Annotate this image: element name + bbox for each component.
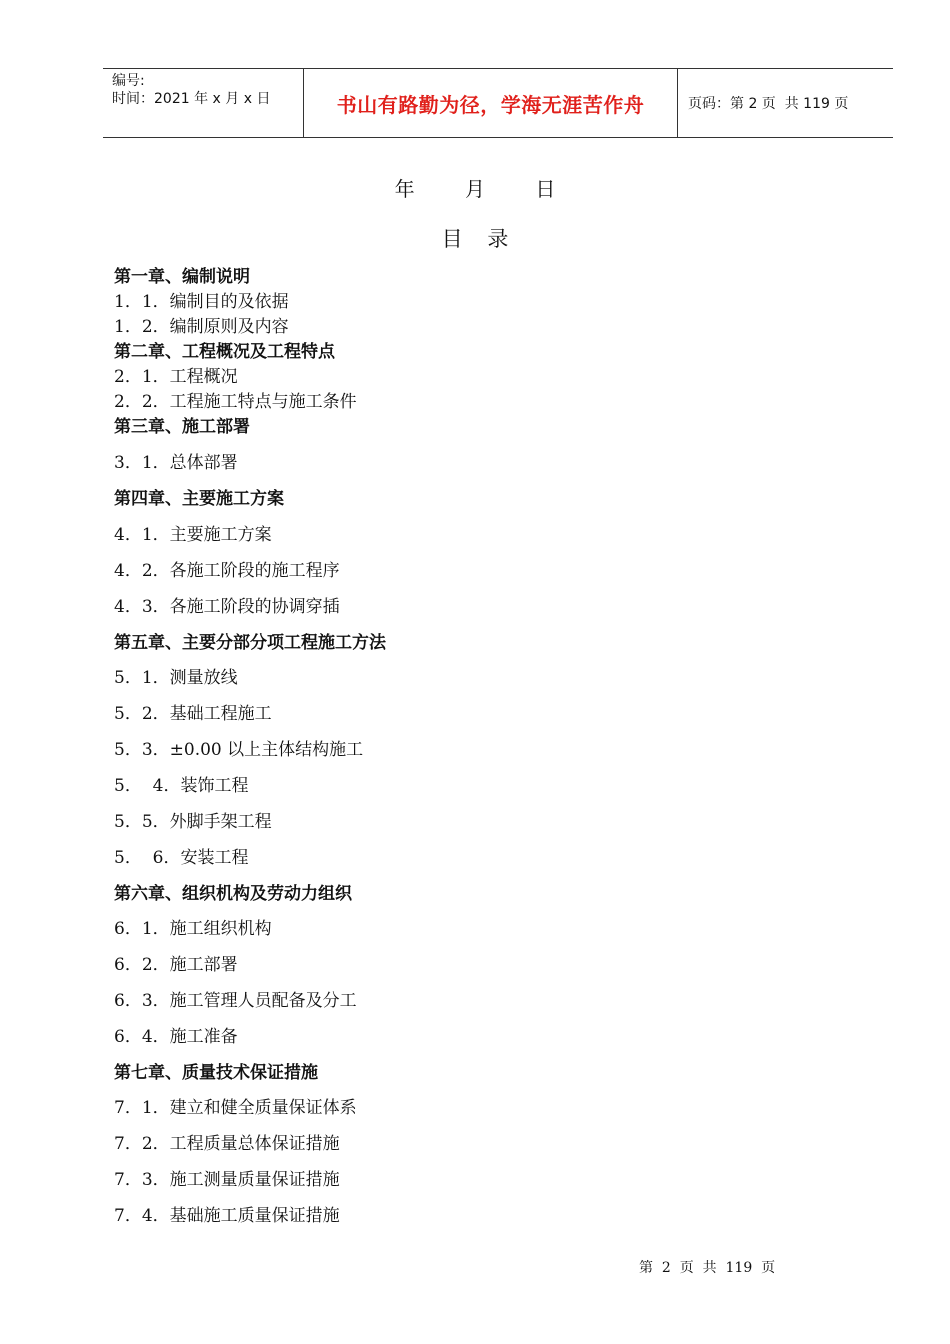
toc-chapter: 第五章、主要分部分项工程施工方法 <box>114 633 386 653</box>
toc-section: 2．1．工程概况 <box>114 367 238 387</box>
toc-section: 7．1．建立和健全质量保证体系 <box>114 1098 357 1118</box>
toc-section: 5．2．基础工程施工 <box>114 704 272 724</box>
toc-section: 7．3．施工测量质量保证措施 <box>114 1170 340 1190</box>
toc-section: 4．1．主要施工方案 <box>114 525 272 545</box>
toc-section: 6．3．施工管理人员配备及分工 <box>114 991 357 1011</box>
toc-section: 5． 6．安装工程 <box>114 848 249 868</box>
time-label: 时间：2021 年 x 月 x 日 <box>112 91 271 107</box>
toc-section: 4．2．各施工阶段的施工程序 <box>114 561 340 581</box>
toc-section: 7．2．工程质量总体保证措施 <box>114 1134 340 1154</box>
motto-text: 书山有路勤为径，学海无涯苦作舟 <box>336 92 645 117</box>
page-header <box>103 68 893 138</box>
header-motto-cell <box>304 69 678 137</box>
date-day: 日 <box>535 177 556 201</box>
page-footer: 第 2 页 共 119 页 <box>639 1260 776 1276</box>
date-year: 年 <box>394 177 415 201</box>
toc-section: 4．3．各施工阶段的协调穿插 <box>114 597 340 617</box>
toc-chapter: 第六章、组织机构及劳动力组织 <box>114 884 352 904</box>
toc-section: 6．1．施工组织机构 <box>114 919 272 939</box>
toc-section: 1．1．编制目的及依据 <box>114 292 289 312</box>
header-page-cell <box>678 69 903 137</box>
toc-chapter: 第四章、主要施工方案 <box>114 489 284 509</box>
toc-chapter: 第三章、施工部署 <box>114 417 250 437</box>
toc-section: 1．2．编制原则及内容 <box>114 317 289 337</box>
toc-section: 6．4．施工准备 <box>114 1027 238 1047</box>
toc-title-char-2: 录 <box>487 227 509 251</box>
toc-section: 7．4．基础施工质量保证措施 <box>114 1206 340 1226</box>
toc-section: 2．2．工程施工特点与施工条件 <box>114 392 357 412</box>
page-code: 页码：第 2 页 共 119 页 <box>688 96 849 112</box>
toc-title-char-1: 目 <box>441 227 463 251</box>
toc-section: 5．3．±0.00 以上主体结构施工 <box>114 740 364 760</box>
toc-title <box>0 223 950 253</box>
toc-chapter: 第二章、工程概况及工程特点 <box>114 342 335 362</box>
toc-section: 5． 4．装饰工程 <box>114 776 249 796</box>
header-info-cell <box>103 69 304 137</box>
toc-chapter: 第七章、质量技术保证措施 <box>114 1063 318 1083</box>
date-month: 月 <box>465 177 485 201</box>
toc-section: 3．1．总体部署 <box>114 453 238 473</box>
toc-chapter: 第一章、编制说明 <box>114 267 250 287</box>
toc-section: 6．2．施工部署 <box>114 955 238 975</box>
serial-label: 编号: <box>112 73 145 89</box>
date-line <box>0 173 950 202</box>
toc-section: 5．1．测量放线 <box>114 668 238 688</box>
toc-section: 5．5．外脚手架工程 <box>114 812 272 832</box>
